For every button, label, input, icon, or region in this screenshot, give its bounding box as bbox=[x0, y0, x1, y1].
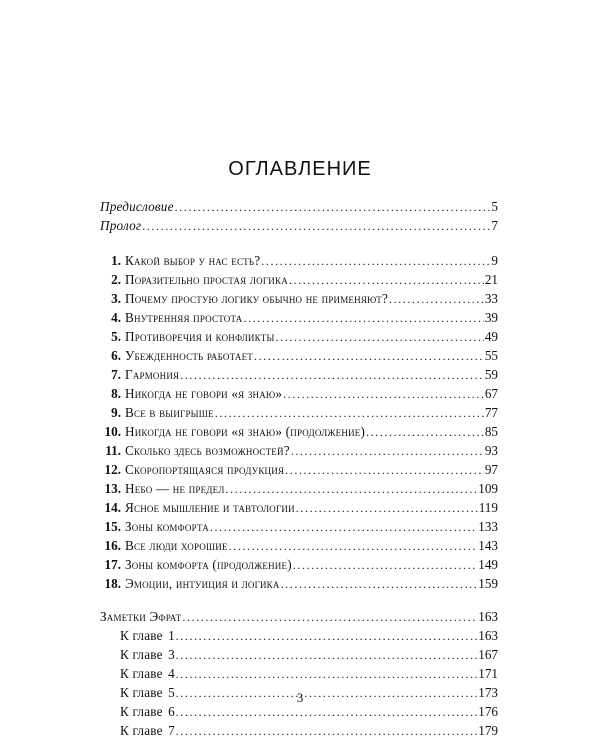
toc-entry-chapter-10[interactable] bbox=[100, 422, 498, 441]
leader-dots bbox=[389, 290, 484, 309]
toc-entry-chapter-13[interactable] bbox=[100, 479, 498, 498]
toc-entry-chapter-5[interactable] bbox=[100, 327, 498, 346]
toc-entry-page: 33 bbox=[484, 291, 498, 306]
toc-entry-note-chapter-3[interactable] bbox=[100, 645, 498, 664]
toc-entry-page: 133 bbox=[478, 519, 498, 534]
toc-entry-chapter-11[interactable] bbox=[100, 441, 498, 460]
chapter-number: 18. bbox=[104, 576, 121, 591]
toc-entry-chapter-18[interactable] bbox=[100, 574, 498, 593]
toc-entry-label: Все люди хорошие bbox=[125, 538, 228, 553]
toc-entry-page: 49 bbox=[484, 329, 498, 344]
toc-entry-label: Ясное мышление и тавтологии bbox=[125, 500, 295, 515]
leader-dots bbox=[182, 608, 477, 627]
toc-entry-label: Сколько здесь возможностей? bbox=[125, 443, 290, 458]
leader-dots bbox=[243, 309, 483, 328]
toc-entry-label: К главе bbox=[120, 704, 163, 719]
toc-entry-chapter-1[interactable] bbox=[100, 251, 498, 270]
toc-entry-page: 159 bbox=[478, 576, 498, 591]
toc-entry-label: К главе bbox=[120, 628, 163, 643]
toc-entry-page: 97 bbox=[484, 462, 498, 477]
leader-dots bbox=[176, 646, 478, 665]
leader-dots bbox=[261, 252, 490, 271]
leader-dots bbox=[142, 217, 490, 236]
toc-entry-label: Скоропортящаяся продукция bbox=[125, 462, 285, 477]
toc-entry-chapter-12[interactable] bbox=[100, 460, 498, 479]
leader-dots bbox=[175, 198, 491, 217]
toc-entry-chapter-17[interactable] bbox=[100, 555, 498, 574]
leader-dots bbox=[226, 480, 478, 499]
note-chapter-number: 4 bbox=[168, 666, 175, 681]
toc-entry-page: 119 bbox=[478, 500, 498, 515]
toc-entry-chapter-6[interactable] bbox=[100, 346, 498, 365]
toc-entry-label: Гармония bbox=[125, 367, 180, 382]
chapter-number: 14. bbox=[104, 500, 121, 515]
toc-entry-label: Все в выигрыше bbox=[125, 405, 214, 420]
chapter-number: 10. bbox=[104, 424, 121, 439]
note-chapter-number: 5 bbox=[168, 685, 175, 700]
toc-entry-page: 143 bbox=[478, 538, 498, 553]
chapter-number: 15. bbox=[104, 519, 121, 534]
toc-entry-label: Никогда не говори «я знаю» (продолжение) bbox=[125, 424, 366, 439]
toc-entry-page: 173 bbox=[478, 685, 498, 700]
toc-entry-label: Убежденность работает bbox=[125, 348, 253, 363]
toc-entry-page: 55 bbox=[484, 348, 498, 363]
chapter-number: 7. bbox=[111, 367, 121, 382]
toc-entry-page: 5 bbox=[491, 199, 498, 214]
leader-dots bbox=[176, 722, 478, 741]
toc-entry-page: 171 bbox=[478, 666, 498, 681]
toc-entry-chapter-16[interactable] bbox=[100, 536, 498, 555]
toc-entry-label: К главе bbox=[120, 685, 163, 700]
toc-entry-page: 7 bbox=[491, 218, 498, 233]
toc-entry-label: К главе bbox=[120, 666, 163, 681]
toc-entry-label: Эмоции, интуиция и логика bbox=[125, 576, 280, 591]
table-of-contents bbox=[100, 197, 498, 740]
note-chapter-number: 7 bbox=[168, 723, 175, 738]
leader-dots bbox=[296, 499, 478, 518]
leader-dots bbox=[285, 461, 484, 480]
toc-entry-chapter-15[interactable] bbox=[100, 517, 498, 536]
toc-entry-page: 167 bbox=[478, 647, 498, 662]
note-chapter-number: 1 bbox=[168, 628, 175, 643]
toc-entry-label: К главе bbox=[120, 647, 163, 662]
toc-entry-label: Поразительно простая логика bbox=[125, 272, 288, 287]
chapter-number: 17. bbox=[104, 557, 121, 572]
leader-dots bbox=[281, 575, 478, 594]
leader-dots bbox=[366, 423, 484, 442]
toc-entry-notes[interactable] bbox=[100, 607, 498, 626]
toc-entry-page: 163 bbox=[478, 628, 498, 643]
leader-dots bbox=[283, 385, 484, 404]
toc-entry-label: К главе bbox=[120, 723, 163, 738]
toc-entry-page: 176 bbox=[478, 704, 498, 719]
toc-entry-page: 9 bbox=[491, 253, 498, 268]
toc-entry-label: Противоречия и конфликты bbox=[125, 329, 275, 344]
leader-dots bbox=[229, 537, 478, 556]
toc-entry-label: Почему простую логику обычно не применяют? bbox=[125, 291, 388, 306]
toc-entry-page: 179 bbox=[478, 723, 498, 738]
toc-entry-label: Никогда не говори «я знаю» bbox=[125, 386, 283, 401]
chapter-number: 11. bbox=[105, 443, 121, 458]
toc-entry-chapter-2[interactable] bbox=[100, 270, 498, 289]
toc-entry-page: 85 bbox=[484, 424, 498, 439]
toc-entry-chapter-4[interactable] bbox=[100, 308, 498, 327]
leader-dots bbox=[210, 518, 477, 537]
chapter-number: 5. bbox=[111, 329, 121, 344]
chapter-number: 8. bbox=[111, 386, 121, 401]
chapter-number: 3. bbox=[111, 291, 121, 306]
chapter-number: 9. bbox=[111, 405, 121, 420]
toc-entry-preface[interactable] bbox=[100, 197, 498, 216]
toc-entry-note-chapter-4[interactable] bbox=[100, 664, 498, 683]
leader-dots bbox=[254, 347, 484, 366]
leader-dots bbox=[176, 627, 478, 646]
toc-entry-prologue[interactable] bbox=[100, 216, 498, 235]
note-chapter-number: 6 bbox=[168, 704, 175, 719]
toc-entry-page: 93 bbox=[484, 443, 498, 458]
chapter-number: 12. bbox=[104, 462, 121, 477]
toc-entry-label: Предисловие bbox=[100, 199, 174, 214]
chapter-number: 2. bbox=[111, 272, 121, 287]
leader-dots bbox=[215, 404, 484, 423]
leader-dots bbox=[289, 271, 484, 290]
toc-entry-label: Внутренняя простота bbox=[125, 310, 243, 325]
toc-entry-page: 163 bbox=[478, 609, 498, 624]
leader-dots bbox=[291, 442, 484, 461]
toc-entry-page: 77 bbox=[484, 405, 498, 420]
toc-entry-label: Какой выбор у нас есть? bbox=[125, 253, 261, 268]
toc-entry-label: Небо — не предел bbox=[125, 481, 225, 496]
chapter-number: 4. bbox=[111, 310, 121, 325]
toc-entry-page: 67 bbox=[484, 386, 498, 401]
toc-entry-page: 39 bbox=[484, 310, 498, 325]
toc-entry-label: Заметки Эфрат bbox=[100, 609, 182, 624]
leader-dots bbox=[276, 328, 484, 347]
note-chapter-number: 3 bbox=[168, 647, 175, 662]
chapter-number: 6. bbox=[111, 348, 121, 363]
toc-entry-chapter-7[interactable] bbox=[100, 365, 498, 384]
toc-entry-note-chapter-1[interactable] bbox=[100, 626, 498, 645]
toc-entry-chapter-9[interactable] bbox=[100, 403, 498, 422]
toc-entry-label: Зоны комфорта (продолжение) bbox=[125, 557, 292, 572]
toc-entry-page: 149 bbox=[478, 557, 498, 572]
toc-entry-label: Пролог bbox=[100, 218, 142, 233]
page-number: 3 bbox=[296, 690, 304, 705]
chapter-number: 1. bbox=[111, 253, 121, 268]
toc-entry-note-chapter-7[interactable] bbox=[100, 721, 498, 740]
chapter-number: 13. bbox=[104, 481, 121, 496]
page-title: ОГЛАВЛЕНИЕ bbox=[228, 158, 372, 180]
toc-entry-label: Зоны комфорта bbox=[125, 519, 209, 534]
leader-dots bbox=[176, 665, 478, 684]
toc-entry-page: 109 bbox=[478, 481, 498, 496]
toc-entry-chapter-8[interactable] bbox=[100, 384, 498, 403]
toc-entry-chapter-14[interactable] bbox=[100, 498, 498, 517]
toc-entry-page: 59 bbox=[484, 367, 498, 382]
toc-entry-chapter-3[interactable] bbox=[100, 289, 498, 308]
leader-dots bbox=[180, 366, 484, 385]
chapter-number: 16. bbox=[104, 538, 121, 553]
toc-entry-page: 21 bbox=[484, 272, 498, 287]
leader-dots bbox=[293, 556, 477, 575]
